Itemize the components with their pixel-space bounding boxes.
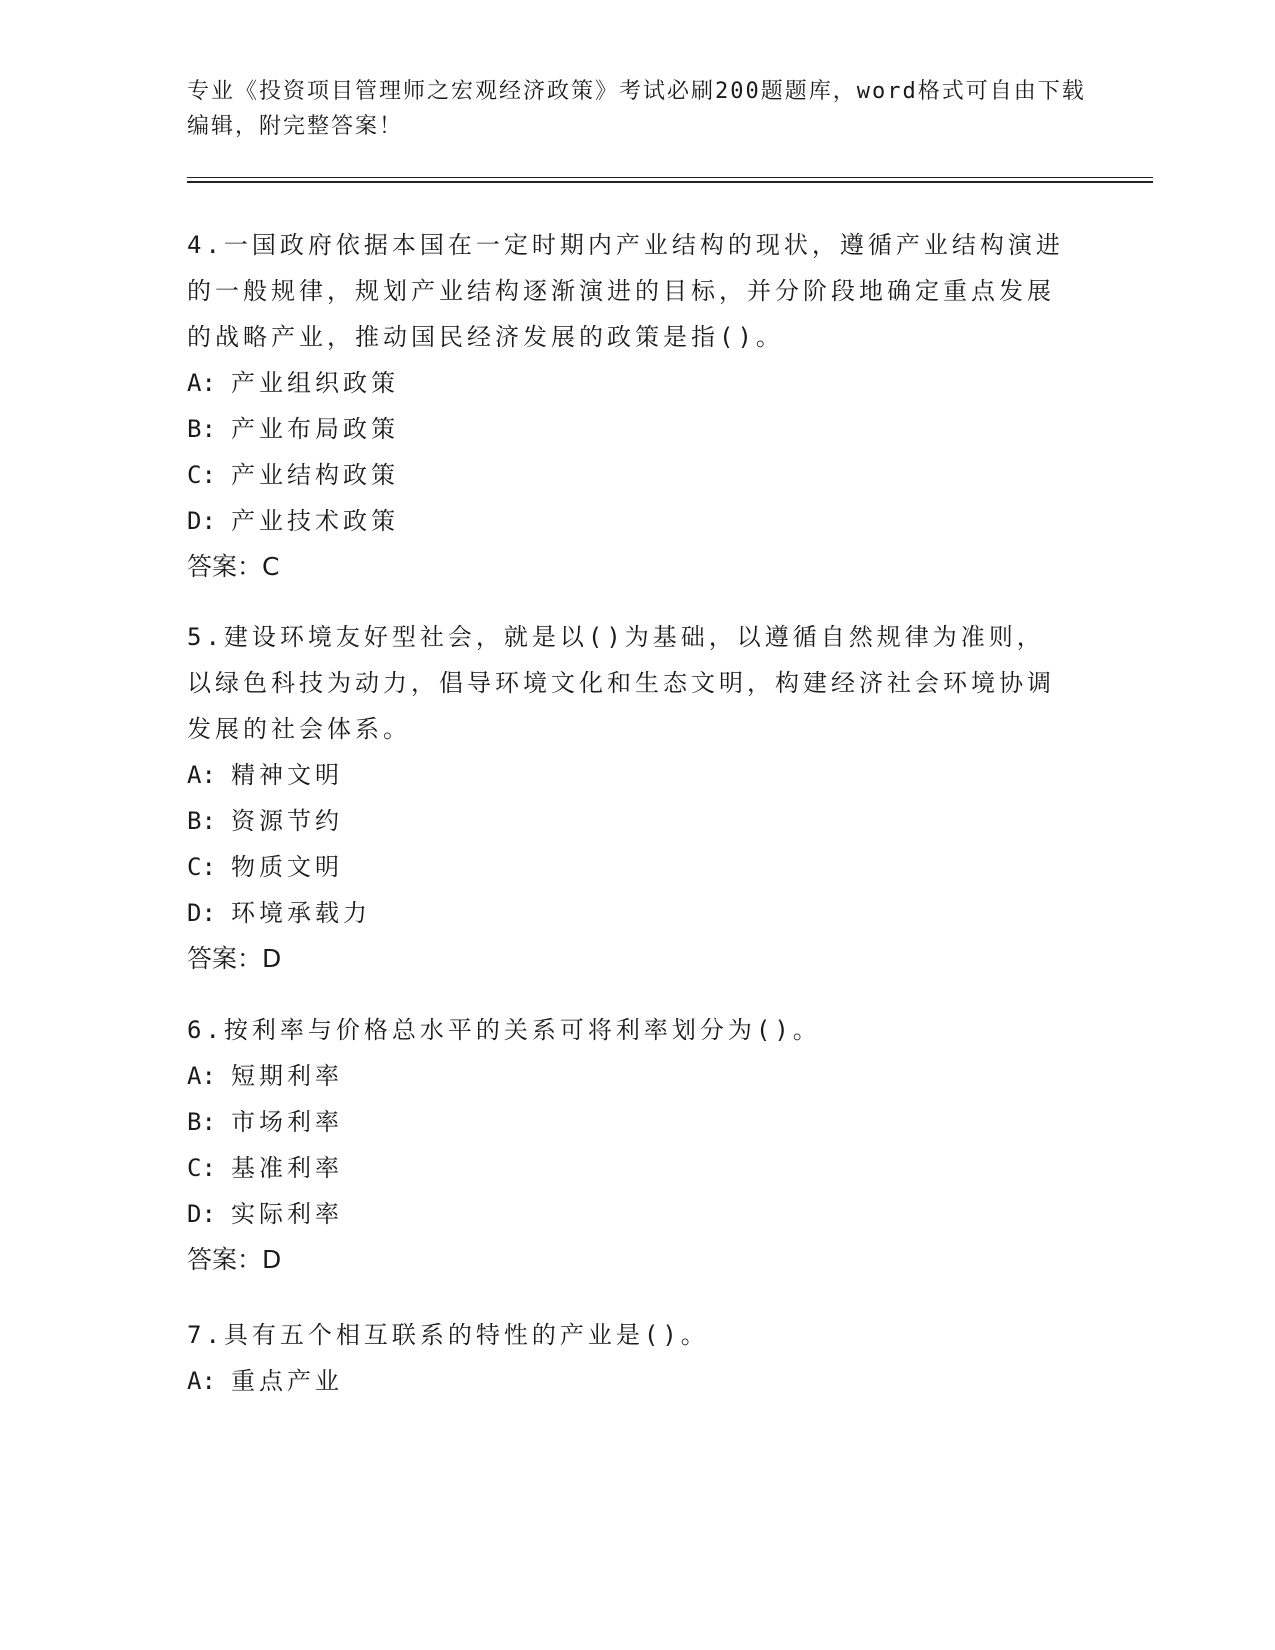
question-stem: 7.具有五个相互联系的特性的产业是()。 xyxy=(187,1321,709,1349)
option-key: B: xyxy=(187,807,216,835)
option-a xyxy=(187,360,1067,406)
option-text: 实际利率 xyxy=(231,1200,343,1228)
question-6 xyxy=(187,1007,1067,1283)
option-c xyxy=(187,1145,1067,1191)
question-7 xyxy=(187,1312,1067,1404)
option-b xyxy=(187,798,1067,844)
option-key: A: xyxy=(187,761,216,789)
option-b xyxy=(187,406,1067,452)
option-key: D: xyxy=(187,899,216,927)
option-a xyxy=(187,1053,1067,1099)
option-text: 产业技术政策 xyxy=(231,507,399,535)
option-text: 短期利率 xyxy=(231,1062,343,1090)
option-text: 基准利率 xyxy=(231,1154,343,1182)
option-key: B: xyxy=(187,1108,216,1136)
option-c xyxy=(187,844,1067,890)
option-text: 市场利率 xyxy=(231,1108,343,1136)
header-divider-thin xyxy=(187,177,1153,178)
answer: 答案：C xyxy=(187,552,280,581)
option-d xyxy=(187,1191,1067,1237)
option-text: 重点产业 xyxy=(231,1367,343,1395)
question-5 xyxy=(187,614,1067,982)
document-header: 专业《投资项目管理师之宏观经济政策》考试必刷200题题库，word格式可自由下载编辑，附完整答案！ xyxy=(187,79,1086,139)
option-b xyxy=(187,1099,1067,1145)
option-key: D: xyxy=(187,1200,216,1228)
option-key: C: xyxy=(187,853,216,881)
option-text: 物质文明 xyxy=(231,853,343,881)
option-key: A: xyxy=(187,1367,216,1395)
option-d xyxy=(187,890,1067,936)
option-key: D: xyxy=(187,507,216,535)
question-stem: 5.建设环境友好型社会，就是以()为基础，以遵循自然规律为准则，以绿色科技为动力，倡导环境文化和生态文明，构建经济社会环境协调发展的社会体系。 xyxy=(187,623,1055,743)
option-c xyxy=(187,452,1067,498)
option-text: 环境承载力 xyxy=(231,899,371,927)
option-key: A: xyxy=(187,1062,216,1090)
option-key: A: xyxy=(187,369,216,397)
option-key: C: xyxy=(187,1154,216,1182)
option-key: C: xyxy=(187,461,216,489)
option-text: 产业组织政策 xyxy=(231,369,399,397)
question-stem: 6.按利率与价格总水平的关系可将利率划分为()。 xyxy=(187,1016,821,1044)
option-text: 精神文明 xyxy=(231,761,343,789)
answer: 答案：D xyxy=(187,1245,282,1274)
option-key: B: xyxy=(187,415,216,443)
header-divider-thick xyxy=(187,181,1153,183)
question-4 xyxy=(187,222,1067,590)
option-text: 资源节约 xyxy=(231,807,343,835)
option-a xyxy=(187,752,1067,798)
option-a xyxy=(187,1358,1067,1404)
option-text: 产业布局政策 xyxy=(231,415,399,443)
option-d xyxy=(187,498,1067,544)
option-text: 产业结构政策 xyxy=(231,461,399,489)
answer: 答案：D xyxy=(187,944,282,973)
question-stem: 4.一国政府依据本国在一定时期内产业结构的现状，遵循产业结构演进的一般规律，规划产业结构逐渐演进的目标，并分阶段地确定重点发展的战略产业，推动国民经济发展的政策是指()。 xyxy=(187,231,1064,351)
